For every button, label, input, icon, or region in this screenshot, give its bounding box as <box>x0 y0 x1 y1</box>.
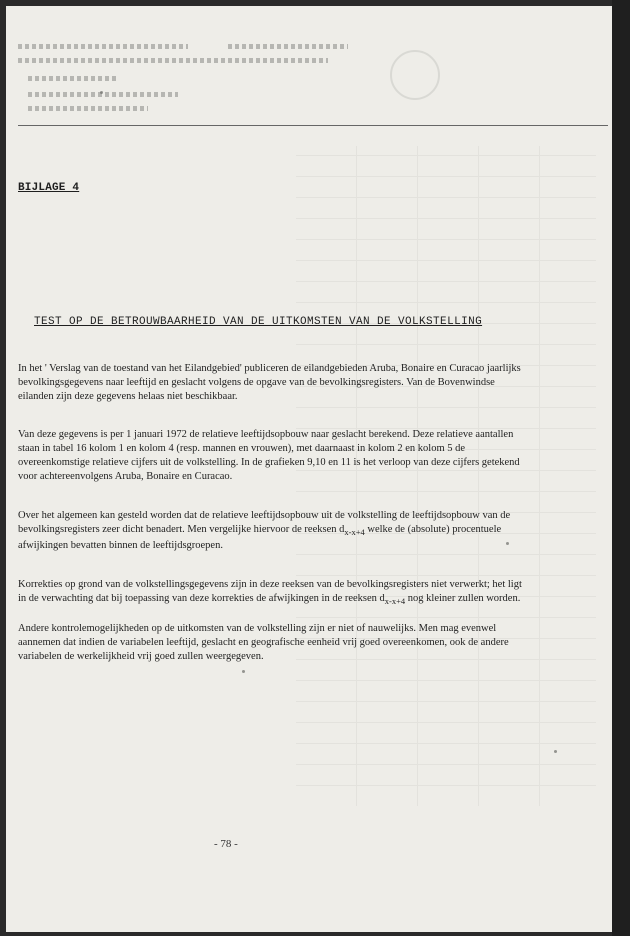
document-page <box>6 6 612 932</box>
paragraph-corrections-subscript: x-x+4 <box>384 596 406 606</box>
paragraph-comparison-start: Over het algemeen kan gesteld worden dat de relatieve leeftijdsopbouw uit de volkstelling de leeftijdsopbouw van de bevolkingsregisters zeer dicht benadert. Men vergelijke hiervoor de reeksen d <box>18 510 511 535</box>
paragraph-relative-structure: Van deze gegevens is per 1 januari 1972 de relatieve leeftijdsopbouw naar geslacht berekend. Deze relatieve aantallen staan in tabel 16 kolom 1 en kolom 4 (resp. mannen en vrouwen), met daarnaast in kolom 2 en kolom 5 de overeenkomstige relatieve cijfers uit de volkstelling. In de grafieken 9,10 en 11 is het verloop van deze cijfers getekend voor achtereenvolgens Aruba, Bonaire en Curacao. <box>18 429 520 482</box>
annex-heading: BIJLAGE 4 <box>18 182 80 194</box>
paragraph-corrections <box>18 578 523 608</box>
paragraph-comparison-end: welke de (absolute) procentuele afwijkingen bevatten binnen de leeftijdsgroepen. <box>18 524 502 551</box>
paragraph-comparison <box>18 509 523 553</box>
bleed-through-line <box>28 92 178 97</box>
bleed-through-line <box>18 58 328 63</box>
paper-speck <box>242 670 245 673</box>
paragraph-corrections-start: Korrekties op grond van de volkstellingsgegevens zijn in deze reeksen van de bevolkingsregisters niet verwerkt; het ligt in de verwachting dat bij toepassing van deze korrekties de afwijkingen in de reeksen d <box>18 579 522 604</box>
paragraph-other-checks: Andere kontrolemogelijkheden op de uitkomsten van de volkstelling zijn er niet of nauwelijks. Men mag evenwel aannemen dat indien de variabelen leeftijd, geslacht en geografische eenheid vrij goed overeenkomen, ook de andere variabelen de werkelijkheid vrij goed zullen weergegeven. <box>18 623 509 662</box>
bleed-through-line <box>228 44 348 49</box>
paper-speck <box>100 91 103 94</box>
bleed-through-line <box>28 76 118 81</box>
paper-speck <box>554 750 557 753</box>
bleed-through-rule <box>18 125 608 126</box>
paragraph-corrections-end: nog kleiner zullen worden. <box>405 593 521 604</box>
bleed-through-stamp <box>390 50 440 100</box>
document-title: TEST OP DE BETROUWBAARHEID VAN DE UITKOMSTEN VAN DE VOLKSTELLING <box>34 316 483 328</box>
paragraph-comparison-subscript: x-x+4 <box>344 527 365 537</box>
paragraph-registers: In het ' Verslag van de toestand van het Eilandgebied' publiceren de eilandgebieden Aruba, Bonaire en Curacao jaarlijks bevolkingsgegevens naar leeftijd en geslacht volgens de opgave van de bevolkingsregisters. Van de Bovenwindse eilanden zijn deze gegevens helaas niet beschikbaar. <box>18 363 521 402</box>
paper-speck <box>506 542 509 545</box>
bleed-through-header <box>18 40 598 130</box>
scan-edge <box>612 0 630 936</box>
bleed-through-line <box>18 44 188 49</box>
bleed-through-line <box>28 106 148 111</box>
page-number: - 78 - <box>214 838 238 850</box>
